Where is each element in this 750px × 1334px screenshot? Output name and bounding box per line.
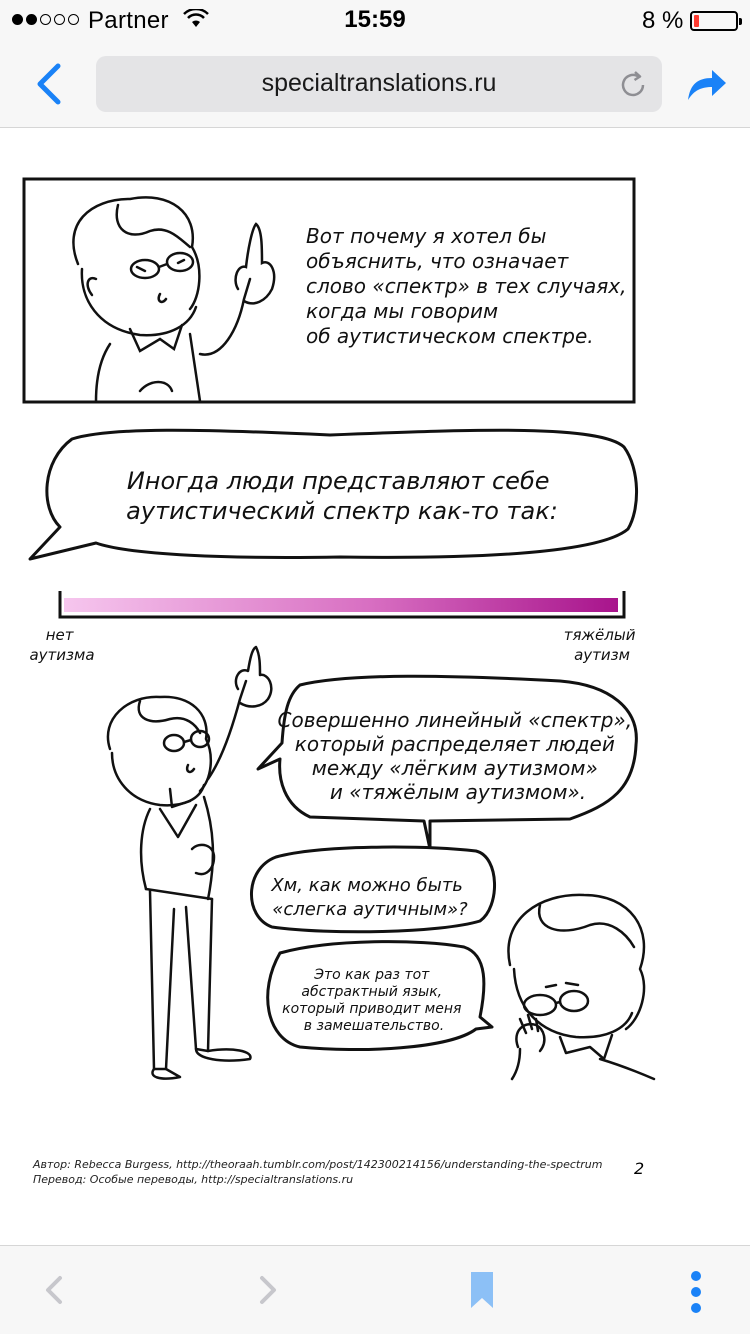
speech-bubble-1 — [30, 430, 637, 559]
panel1-line-2: объяснить, что означает — [306, 249, 569, 273]
battery-percentage: 8 % — [642, 7, 684, 34]
bubble2-line-2: который распределяет людей — [294, 732, 615, 756]
bubble4-line-3: который приводит меня — [282, 1001, 462, 1017]
panel1-line-1: Вот почему я хотел бы — [306, 224, 547, 248]
speech-bubble-3 — [251, 847, 494, 932]
scale-left-line-2: аутизма — [29, 646, 95, 664]
status-bar — [0, 0, 750, 40]
bubble4-line-2: абстрактный язык, — [301, 984, 443, 1000]
bubble4-line-1: Это как раз тот — [314, 967, 430, 983]
svg-text:Вот почему я хотел бы — [306, 224, 633, 348]
back-chevron-icon[interactable] — [30, 60, 70, 108]
speech-bubble-4 — [268, 942, 492, 1050]
credits — [33, 1157, 602, 1187]
bubble1-line-1: Иногда люди представляют себе — [126, 467, 550, 495]
browser-nav-bar — [0, 40, 750, 128]
credit-translation: Перевод: Особые переводы, http://specialtranslations.ru — [33, 1173, 354, 1186]
svg-text:Совершенно линейный «спектр», — [278, 708, 639, 804]
boy-pointing-up-illustration — [73, 197, 274, 401]
comic-panel-1 — [24, 179, 634, 402]
bubble4-line-4: в замешательство. — [303, 1018, 445, 1034]
bubble2-line-3: между «лёгким аутизмом» — [311, 756, 598, 780]
panel1-line-4: когда мы говорим — [306, 299, 499, 323]
carrier-name: Partner — [88, 7, 169, 34]
address-bar[interactable] — [96, 56, 662, 112]
panel1-line-5: об аутистическом спектре. — [306, 324, 594, 348]
credit-author: Автор: Rebecca Burgess, http://theoraah.tumblr.com/post/142300214156/understanding-the-spectrum — [33, 1158, 603, 1171]
boy-standing-pointing-illustration — [108, 647, 271, 1079]
comic-page — [0, 129, 750, 1245]
reload-icon[interactable] — [616, 68, 650, 102]
bubble2-line-4: и «тяжёлым аутизмом». — [329, 780, 587, 804]
panel1-line-3: слово «спектр» в тех случаях, — [306, 274, 627, 298]
browser-toolbar — [0, 1245, 750, 1334]
bubble2-line-1: Совершенно линейный «спектр», — [277, 708, 633, 732]
bubble1-line-2: аутистический спектр как-то так: — [126, 497, 558, 525]
scale-left-line-1: нет — [45, 626, 74, 644]
speech-bubble-2 — [258, 676, 638, 849]
share-arrow-icon[interactable] — [684, 64, 728, 104]
bookmark-icon[interactable] — [468, 1270, 496, 1310]
more-dots-icon[interactable] — [684, 1270, 708, 1314]
bubble3-line-2: «слегка аутичным»? — [272, 899, 468, 920]
page-number: 2 — [634, 1159, 645, 1178]
bubble3-line-1: Хм, как можно быть — [271, 875, 463, 896]
back-arrow-icon[interactable] — [42, 1270, 66, 1310]
page-content — [0, 129, 750, 1245]
url-text: specialtranslations.ru — [261, 69, 497, 97]
scale-right-line-2: аутизм — [574, 646, 630, 664]
scale-right-line-1: тяжёлый — [563, 626, 636, 644]
battery-icon — [690, 11, 738, 31]
forward-arrow-icon[interactable] — [256, 1270, 280, 1310]
boy-thinking-illustration — [508, 895, 654, 1079]
svg-text:нет аутизма — [29, 626, 94, 664]
spectrum-scale — [29, 591, 640, 664]
svg-text:тяжёлый аутизм — [564, 626, 640, 664]
clock: 15:59 — [344, 6, 406, 33]
